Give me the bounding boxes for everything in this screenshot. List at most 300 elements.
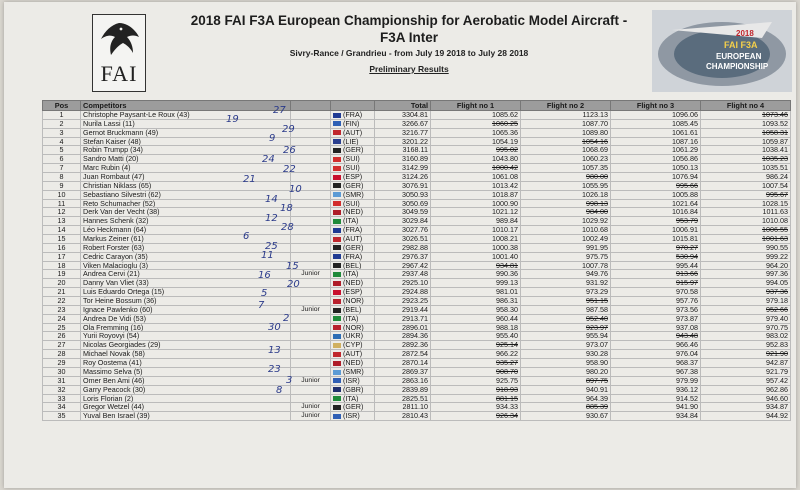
total-score: 2937.48 (375, 270, 431, 279)
flight-2-score: 975.75 (521, 252, 611, 261)
country-code (331, 341, 375, 350)
flight-2-score: 980.20 (521, 367, 611, 376)
flight-4-score: 997.36 (701, 270, 791, 279)
competitor-name: Garry Peacock (30) (81, 385, 291, 394)
total-score: 2982.88 (375, 243, 431, 252)
country-text: (SMR) (343, 190, 364, 199)
flight-3-score: 1056.86 (611, 155, 701, 164)
position-cell: 26 (43, 332, 81, 341)
competitor-name: Ignace Pawlenko (60) (81, 305, 291, 314)
country-text: (FIN) (343, 119, 360, 128)
country-code (331, 217, 375, 226)
handwritten-rank: 21 (243, 174, 256, 185)
column-header (331, 101, 375, 111)
country-code (331, 128, 375, 137)
flight-2-score: 1026.18 (521, 190, 611, 199)
country-text: (ISR) (343, 411, 360, 421)
junior-label (291, 119, 331, 128)
flag-icon (333, 378, 341, 383)
flight-1-score: 1010.17 (431, 226, 521, 235)
flight-3-score: 976.04 (611, 350, 701, 359)
flight-4-score: 921.90 (701, 350, 791, 359)
flight-4-score: 964.20 (701, 261, 791, 270)
competitor-name: Yuval Ben Israel (39) (81, 412, 291, 421)
flight-1-score: 925.75 (431, 376, 521, 385)
flag-icon (333, 192, 341, 197)
country-code (331, 252, 375, 261)
flight-4-score: 952.66 (701, 305, 791, 314)
table-row (43, 164, 791, 173)
junior-label (291, 137, 331, 146)
flight-2-score: 897.75 (521, 376, 611, 385)
table-row (43, 208, 791, 217)
flag-icon (333, 130, 341, 135)
junior-label (291, 226, 331, 235)
total-score: 2925.10 (375, 279, 431, 288)
competitor-name: Markus Zeiner (61) (81, 235, 291, 244)
competitor-name: Robert Forster (63) (81, 243, 291, 252)
flight-1-score: 1000.38 (431, 243, 521, 252)
flight-3-score: 995.66 (611, 181, 701, 190)
flight-3-score: 1021.64 (611, 199, 701, 208)
flight-4-score: 979.40 (701, 314, 791, 323)
handwritten-rank: 8 (276, 385, 283, 396)
country-text: (ITA) (343, 394, 359, 403)
handwritten-rank: 19 (226, 114, 239, 125)
junior-label (291, 155, 331, 164)
position-cell: 18 (43, 261, 81, 270)
flag-icon (333, 396, 341, 401)
flight-1-score: 1018.87 (431, 190, 521, 199)
handwritten-rank: 2 (283, 313, 290, 324)
flag-icon (333, 308, 341, 313)
flight-1-score: 925.14 (431, 341, 521, 350)
position-cell: 27 (43, 341, 81, 350)
total-score: 3304.81 (375, 111, 431, 120)
results-sheet (4, 2, 796, 488)
position-cell: 12 (43, 208, 81, 217)
junior-label (291, 359, 331, 368)
flight-2-score: 991.95 (521, 243, 611, 252)
page-title (179, 12, 639, 46)
country-text: (FRA) (343, 252, 363, 261)
handwritten-rank: 14 (265, 194, 278, 205)
flight-1-score: 1065.36 (431, 128, 521, 137)
flight-4-score: 952.83 (701, 341, 791, 350)
flight-3-score: 941.90 (611, 403, 701, 412)
flight-1-score: 1013.42 (431, 181, 521, 190)
junior-label (291, 314, 331, 323)
flight-3-score: 937.08 (611, 323, 701, 332)
position-cell: 31 (43, 376, 81, 385)
junior-label: Junior (291, 376, 331, 385)
total-score: 3201.22 (375, 137, 431, 146)
junior-label (291, 385, 331, 394)
country-code (331, 279, 375, 288)
flight-1-score: 1060.25 (431, 119, 521, 128)
flag-icon (333, 245, 341, 250)
flight-1-score: 934.33 (431, 403, 521, 412)
table-row (43, 252, 791, 261)
flight-4-score: 946.60 (701, 394, 791, 403)
title-line-2: F3A Inter (379, 30, 438, 45)
country-text: (NOR) (343, 296, 364, 306)
flight-2-score: 958.90 (521, 359, 611, 368)
flight-4-score: 962.86 (701, 385, 791, 394)
competitor-name: Loris Florian (2) (81, 394, 291, 403)
table-row (43, 359, 791, 368)
flight-4-score: 944.92 (701, 412, 791, 421)
table-row (43, 173, 791, 182)
flight-2-score: 1087.70 (521, 119, 611, 128)
table-row (43, 376, 791, 385)
table-row (43, 119, 791, 128)
flight-4-score: 1035.51 (701, 164, 791, 173)
country-code (331, 385, 375, 394)
country-text: (NED) (343, 358, 363, 368)
country-text: (SUI) (343, 163, 360, 173)
country-text: (GBR) (343, 385, 364, 394)
table-row (43, 314, 791, 323)
competitor-name: Andrea De Vidi (53) (81, 314, 291, 323)
position-cell: 32 (43, 385, 81, 394)
country-text: (FRA) (343, 110, 363, 119)
country-code (331, 359, 375, 368)
flight-3-score: 1087.16 (611, 137, 701, 146)
flight-2-score: 1089.80 (521, 128, 611, 137)
competitor-name: Hannes Schenk (32) (81, 217, 291, 226)
flight-2-score: 1010.68 (521, 226, 611, 235)
table-row (43, 217, 791, 226)
total-score: 2976.37 (375, 252, 431, 261)
flight-1-score: 1085.62 (431, 111, 521, 120)
junior-label (291, 367, 331, 376)
flight-1-score: 966.22 (431, 350, 521, 359)
position-cell: 1 (43, 111, 81, 120)
junior-label (291, 235, 331, 244)
table-row (43, 199, 791, 208)
total-score: 2894.36 (375, 332, 431, 341)
handwritten-rank: 30 (268, 322, 281, 333)
country-text: (AUT) (343, 349, 363, 359)
junior-label (291, 146, 331, 155)
flight-4-score: 970.75 (701, 323, 791, 332)
country-code (331, 376, 375, 385)
flight-3-score: 1096.06 (611, 111, 701, 120)
competitor-name: Viken Malacioglu (3) (81, 261, 291, 270)
country-text: (ISR) (343, 376, 360, 385)
flight-2-score: 1029.92 (521, 217, 611, 226)
flight-1-score: 960.44 (431, 314, 521, 323)
flight-3-score: 973.56 (611, 305, 701, 314)
table-row (43, 297, 791, 306)
handwritten-rank: 15 (286, 261, 299, 272)
handwritten-rank: 22 (283, 164, 296, 175)
total-score: 3266.67 (375, 119, 431, 128)
position-cell: 4 (43, 137, 81, 146)
country-text: (NED) (343, 207, 363, 217)
position-cell: 7 (43, 164, 81, 173)
table-row (43, 155, 791, 164)
country-code (331, 190, 375, 199)
results-body (43, 111, 791, 421)
country-code (331, 270, 375, 279)
country-text: (ESP) (343, 287, 363, 297)
flag-icon (333, 201, 341, 206)
competitor-name: Tor Heine Bossum (36) (81, 297, 291, 306)
handwritten-rank: 7 (258, 300, 265, 311)
flight-4-score: 990.55 (701, 243, 791, 252)
flight-3-score: 915.97 (611, 279, 701, 288)
flight-3-score: 943.48 (611, 332, 701, 341)
country-code (331, 403, 375, 412)
total-score: 3026.51 (375, 235, 431, 244)
flag-icon (333, 210, 341, 215)
flight-2-score: 987.58 (521, 305, 611, 314)
country-code (331, 226, 375, 235)
flight-3-score: 914.52 (611, 394, 701, 403)
table-row (43, 412, 791, 421)
table-row (43, 332, 791, 341)
junior-label (291, 394, 331, 403)
position-cell: 30 (43, 367, 81, 376)
results-table (42, 100, 791, 421)
champ-logo-line-2: EUROPEAN (716, 52, 762, 61)
country-code (331, 137, 375, 146)
flag-icon (333, 405, 341, 410)
flight-4-score: 979.18 (701, 297, 791, 306)
handwritten-rank: 6 (243, 231, 250, 242)
flight-2-score: 984.00 (521, 208, 611, 217)
column-header: Flight no 3 (611, 101, 701, 111)
competitor-name: Yurii Royovyi (54) (81, 332, 291, 341)
flag-icon (333, 370, 341, 375)
flight-4-score: 1058.31 (701, 128, 791, 137)
flight-4-score: 1006.55 (701, 226, 791, 235)
flight-3-score: 968.37 (611, 359, 701, 368)
flight-1-score: 918.93 (431, 385, 521, 394)
flight-1-score: 999.13 (431, 279, 521, 288)
flight-2-score: 1007.78 (521, 261, 611, 270)
flight-2-score: 1054.16 (521, 137, 611, 146)
flight-4-score: 957.42 (701, 376, 791, 385)
flight-3-score: 1016.84 (611, 208, 701, 217)
flight-4-score: 1035.23 (701, 155, 791, 164)
flag-icon (333, 121, 341, 126)
flight-4-score: 1073.46 (701, 111, 791, 120)
table-row (43, 243, 791, 252)
country-code (331, 119, 375, 128)
junior-label (291, 297, 331, 306)
total-score: 3050.93 (375, 190, 431, 199)
total-score: 2839.89 (375, 385, 431, 394)
country-code (331, 323, 375, 332)
flight-3-score: 1085.45 (611, 119, 701, 128)
total-score: 2825.51 (375, 394, 431, 403)
competitor-name: Derk Van der Vecht (38) (81, 208, 291, 217)
flight-1-score: 926.34 (431, 412, 521, 421)
total-score: 3124.26 (375, 173, 431, 182)
flight-2-score: 955.94 (521, 332, 611, 341)
position-cell: 13 (43, 217, 81, 226)
table-row (43, 128, 791, 137)
flight-4-score: 1038.41 (701, 146, 791, 155)
flight-4-score: 994.05 (701, 279, 791, 288)
column-header: Flight no 4 (701, 101, 791, 111)
total-score: 3029.84 (375, 217, 431, 226)
country-text: (GER) (343, 181, 364, 190)
flight-4-score: 937.36 (701, 288, 791, 297)
country-code (331, 332, 375, 341)
champ-logo-year: 2018 (736, 29, 754, 38)
flight-3-score: 970.58 (611, 288, 701, 297)
flight-1-score: 990.36 (431, 270, 521, 279)
country-text: (LIE) (343, 137, 359, 146)
flag-icon (333, 148, 341, 153)
flag-icon (333, 175, 341, 180)
total-score: 2923.25 (375, 297, 431, 306)
flight-3-score: 1015.81 (611, 235, 701, 244)
flag-icon (333, 237, 341, 242)
flight-3-score: 957.76 (611, 297, 701, 306)
handwritten-rank: 28 (281, 222, 294, 233)
flight-4-score: 995.67 (701, 190, 791, 199)
flight-2-score: 980.00 (521, 173, 611, 182)
column-header: Total (375, 101, 431, 111)
flight-2-score: 952.40 (521, 314, 611, 323)
flight-1-score: 1001.40 (431, 252, 521, 261)
flight-4-score: 1001.63 (701, 235, 791, 244)
flag-icon (333, 166, 341, 171)
table-row (43, 235, 791, 244)
table-row (43, 367, 791, 376)
flight-3-score: 995.44 (611, 261, 701, 270)
flight-1-score: 934.81 (431, 261, 521, 270)
flight-1-score: 988.18 (431, 323, 521, 332)
junior-label (291, 252, 331, 261)
total-score: 3076.91 (375, 181, 431, 190)
junior-label: Junior (291, 305, 331, 314)
competitor-name: Roy Oostema (41) (81, 359, 291, 368)
competitor-name: Stefan Kaiser (48) (81, 137, 291, 146)
flight-3-score: 936.12 (611, 385, 701, 394)
flight-4-score: 1093.52 (701, 119, 791, 128)
flight-3-score: 913.66 (611, 270, 701, 279)
flight-2-score: 964.39 (521, 394, 611, 403)
position-cell: 9 (43, 181, 81, 190)
junior-label (291, 173, 331, 182)
handwritten-rank: 13 (268, 345, 281, 356)
table-row (43, 394, 791, 403)
flag-icon (333, 263, 341, 268)
flight-3-score: 530.94 (611, 252, 701, 261)
total-score: 3142.99 (375, 164, 431, 173)
competitor-name: Léo Heckmann (64) (81, 226, 291, 235)
junior-label (291, 111, 331, 120)
table-row (43, 261, 791, 270)
country-code (331, 314, 375, 323)
position-cell: 17 (43, 252, 81, 261)
flag-icon (333, 414, 341, 419)
flight-2-score: 885.39 (521, 403, 611, 412)
flag-icon (333, 299, 341, 304)
position-cell: 25 (43, 323, 81, 332)
total-score: 2810.43 (375, 412, 431, 421)
flight-3-score: 970.27 (611, 243, 701, 252)
table-row (43, 305, 791, 314)
country-text: (SUI) (343, 199, 360, 208)
flight-1-score: 1043.80 (431, 155, 521, 164)
country-text: (CYP) (343, 340, 363, 350)
eagle-icon (97, 19, 141, 59)
flag-icon (333, 254, 341, 259)
position-cell: 2 (43, 119, 81, 128)
country-code (331, 173, 375, 182)
flag-icon (333, 387, 341, 392)
flight-2-score: 949.76 (521, 270, 611, 279)
total-score: 2919.44 (375, 305, 431, 314)
table-row (43, 323, 791, 332)
junior-label: Junior (291, 412, 331, 421)
position-cell: 21 (43, 288, 81, 297)
position-cell: 6 (43, 155, 81, 164)
total-score: 2967.42 (375, 261, 431, 270)
title-line-1: 2018 FAI F3A European Championship for Aerobatic Model Aircraft - (190, 13, 628, 28)
country-code (331, 305, 375, 314)
flight-1-score: 1008.21 (431, 235, 521, 244)
competitor-name: Massimo Selva (5) (81, 367, 291, 376)
flight-1-score: 958.30 (431, 305, 521, 314)
competitor-name: Nicolas Georgiades (29) (81, 341, 291, 350)
handwritten-rank: 18 (280, 203, 293, 214)
junior-label (291, 164, 331, 173)
junior-label: Junior (291, 270, 331, 279)
flight-1-score: 881.15 (431, 394, 521, 403)
flight-4-score: 986.24 (701, 173, 791, 182)
country-text: (UKR) (343, 331, 363, 341)
total-score: 2872.54 (375, 350, 431, 359)
table-row (43, 288, 791, 297)
competitor-name: Sebastiano Silvestri (62) (81, 190, 291, 199)
flight-3-score: 1005.88 (611, 190, 701, 199)
country-code (331, 235, 375, 244)
junior-label (291, 323, 331, 332)
flight-2-score: 1055.95 (521, 181, 611, 190)
country-code (331, 367, 375, 376)
junior-label (291, 128, 331, 137)
competitor-name: Gernot Bruckmann (49) (81, 128, 291, 137)
flight-3-score: 1061.61 (611, 128, 701, 137)
junior-label (291, 332, 331, 341)
competitor-name: Andrea Cervi (21) (81, 270, 291, 279)
country-text: (ITA) (343, 216, 359, 226)
country-text: (GER) (343, 145, 364, 155)
flight-4-score: 999.22 (701, 252, 791, 261)
table-row (43, 111, 791, 120)
country-text: (GER) (343, 402, 364, 412)
junior-label (291, 341, 331, 350)
flight-3-score: 1061.29 (611, 146, 701, 155)
total-score: 2869.37 (375, 367, 431, 376)
total-score: 2913.71 (375, 314, 431, 323)
position-cell: 14 (43, 226, 81, 235)
table-row (43, 403, 791, 412)
results-subtitle: Preliminary Results (369, 64, 449, 74)
handwritten-rank: 10 (289, 184, 302, 195)
flight-3-score: 1050.13 (611, 164, 701, 173)
country-text: (ITA) (343, 314, 359, 323)
fai-logo-text: FAI (100, 61, 138, 86)
